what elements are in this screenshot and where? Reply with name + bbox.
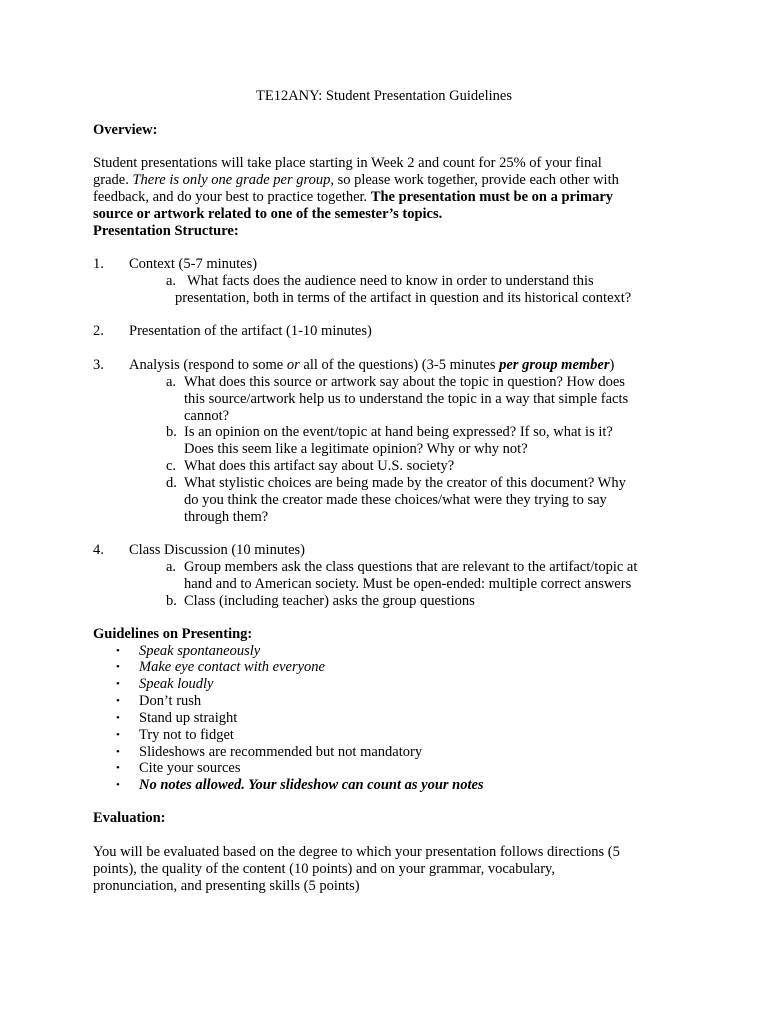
italic-text: or xyxy=(286,357,300,373)
bullet-icon: • xyxy=(116,678,120,690)
bullet-icon: • xyxy=(116,746,120,758)
text-run: all of the questions) (3-5 minutes xyxy=(299,357,500,373)
sub-letter: c. xyxy=(166,458,177,474)
sub-item-line: What does this source or artwork say about the topic in question? How does xyxy=(184,374,625,390)
text-run: ) xyxy=(609,357,615,373)
sub-item-line: this source/artwork help us to understand the topic in a way that simple facts xyxy=(184,391,629,407)
guideline-item: Stand up straight xyxy=(139,710,238,726)
sub-letter: a. xyxy=(166,273,177,289)
item-number: 4. xyxy=(93,542,104,558)
bullet-icon: • xyxy=(116,645,120,657)
sub-letter: b. xyxy=(166,593,177,609)
guidelines-heading: Guidelines on Presenting: xyxy=(93,626,253,642)
structure-heading: Presentation Structure: xyxy=(93,223,239,239)
sub-item-line: presentation, both in terms of the artifact in question and its historical context? xyxy=(175,290,632,306)
bold-text: The presentation must be on a primary xyxy=(370,189,614,205)
evaluation-line: points), the quality of the content (10 points) and on your grammar, vocabulary, xyxy=(93,861,555,877)
item-label: Class Discussion (10 minutes) xyxy=(129,542,306,558)
sub-item-line: do you think the creator made these choices/what were they trying to say xyxy=(184,492,607,508)
guideline-item: Cite your sources xyxy=(139,760,241,776)
item-label: Presentation of the artifact (1-10 minutes) xyxy=(129,323,372,339)
sub-letter: d. xyxy=(166,475,177,491)
overview-paragraph-line xyxy=(93,172,619,189)
text-run: , so please work together, provide each other with xyxy=(330,172,619,188)
guideline-item: No notes allowed. Your slideshow can count as your notes xyxy=(139,777,484,793)
guideline-item: Don’t rush xyxy=(139,693,202,709)
sub-item-line: Group members ask the class questions that are relevant to the artifact/topic at xyxy=(184,559,638,575)
sub-item-line: through them? xyxy=(184,509,269,525)
sub-item-line: Class (including teacher) asks the group questions xyxy=(184,593,475,609)
overview-paragraph-line xyxy=(93,189,613,206)
sub-item-line: hand and to American society. Must be open-ended: multiple correct answers xyxy=(184,576,632,592)
item-number: 3. xyxy=(93,357,104,373)
guideline-item: Try not to fidget xyxy=(139,727,234,743)
item-number: 1. xyxy=(93,256,104,272)
sub-item-line: Is an opinion on the event/topic at hand being expressed? If so, what is it? xyxy=(184,424,613,440)
evaluation-line: pronunciation, and presenting skills (5 points) xyxy=(93,878,360,894)
text-run: feedback, and do your best to practice together. xyxy=(93,189,371,205)
item-label xyxy=(129,357,614,374)
sub-letter: b. xyxy=(166,424,177,440)
sub-letter: a. xyxy=(166,374,177,390)
overview-paragraph-line: source or artwork related to one of the semester’s topics. xyxy=(93,206,443,222)
bold-italic-text: per group member xyxy=(499,357,610,373)
guideline-item: Speak spontaneously xyxy=(139,643,261,659)
bullet-icon: • xyxy=(116,712,120,724)
guideline-item: Speak loudly xyxy=(139,676,214,692)
sub-item-line: What stylistic choices are being made by the creator of this document? Why xyxy=(184,475,626,491)
sub-item-line: Does this seem like a legitimate opinion? Why or why not? xyxy=(184,441,528,457)
sub-item-line: What facts does the audience need to know in order to understand this xyxy=(187,273,594,289)
text-run: Analysis (respond to some xyxy=(129,357,287,373)
bullet-icon: • xyxy=(116,695,120,707)
sub-letter: a. xyxy=(166,559,177,575)
item-label: Context (5-7 minutes) xyxy=(129,256,258,272)
evaluation-heading: Evaluation: xyxy=(93,810,166,826)
sub-item-line: cannot? xyxy=(184,408,230,424)
guideline-item: Make eye contact with everyone xyxy=(139,659,325,675)
text-run: grade. xyxy=(93,172,133,188)
sub-item-line: What does this artifact say about U.S. society? xyxy=(184,458,455,474)
overview-paragraph-line: Student presentations will take place starting in Week 2 and count for 25% of your final xyxy=(93,155,602,171)
page-title: TE12ANY: Student Presentation Guidelines xyxy=(255,88,512,104)
item-number: 2. xyxy=(93,323,104,339)
overview-heading: Overview: xyxy=(93,122,158,138)
bullet-icon: • xyxy=(116,661,120,673)
evaluation-line: You will be evaluated based on the degree to which your presentation follows directions (5 xyxy=(93,844,620,860)
italic-text: There is only one grade per group xyxy=(132,172,331,188)
bullet-icon: • xyxy=(116,779,120,791)
bullet-icon: • xyxy=(116,729,120,741)
guideline-item: Slideshows are recommended but not mandatory xyxy=(139,744,423,760)
bullet-icon: • xyxy=(116,762,120,774)
